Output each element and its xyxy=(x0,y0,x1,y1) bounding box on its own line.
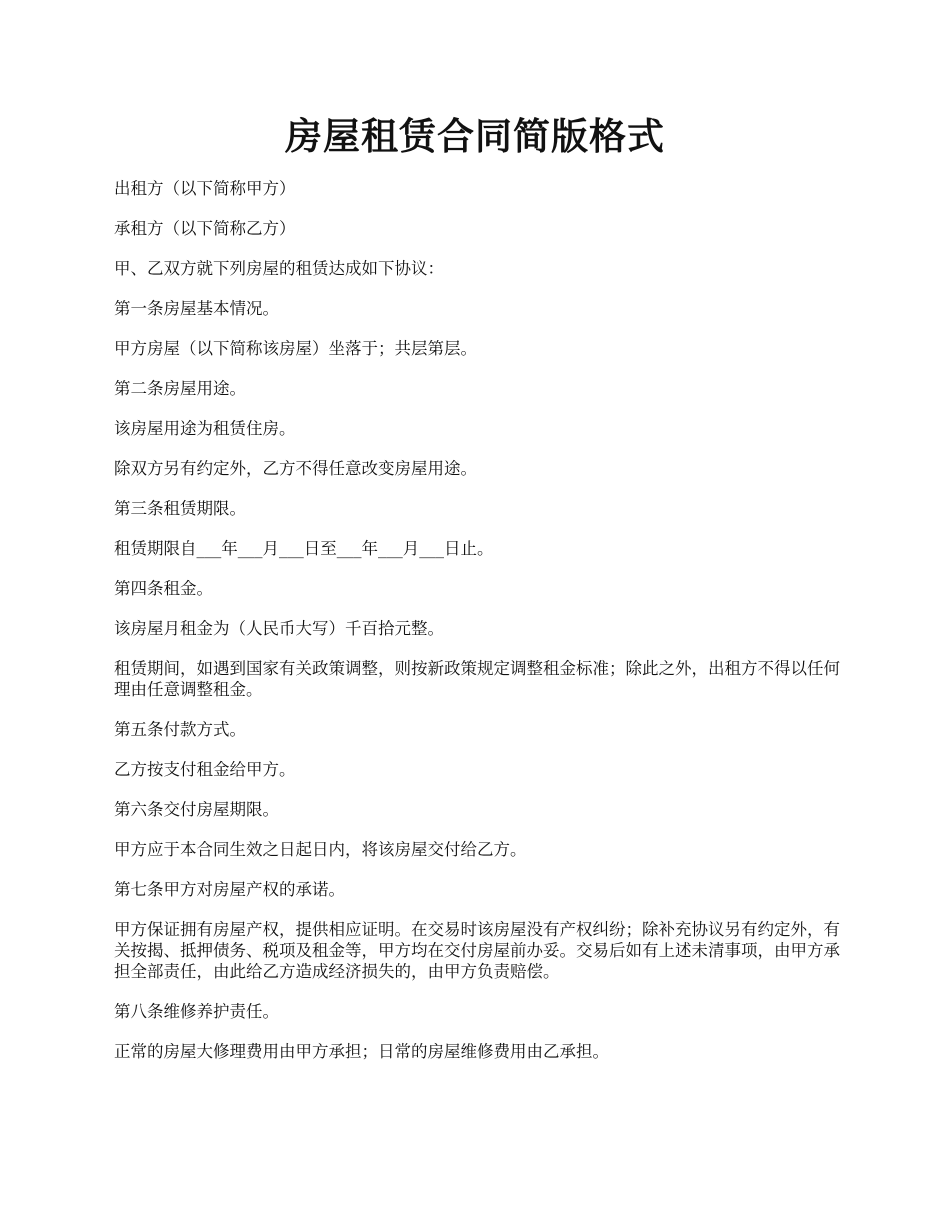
article-7-heading: 第七条甲方对房屋产权的承诺。 xyxy=(114,880,345,899)
article-2-text-2: 除双方另有约定外，乙方不得任意改变房屋用途。 xyxy=(114,459,477,478)
article-8-text: 正常的房屋大修理费用由甲方承担；日常的房屋维修费用由乙承担。 xyxy=(114,1042,609,1061)
article-3-text: 租赁期限自___年___月___日至___年___月___日止。 xyxy=(114,539,494,558)
article-6-text: 甲方应于本合同生效之日起日内，将该房屋交付给乙方。 xyxy=(114,840,527,859)
document-body xyxy=(114,178,842,1081)
article-2-heading: 第二条房屋用途。 xyxy=(114,379,246,398)
article-4-text: 该房屋月租金为（人民币大写）千百拾元整。 xyxy=(114,619,444,638)
party-b-line: 承租方（以下简称乙方） xyxy=(114,219,296,238)
document-title: 房屋租赁合同简版格式 xyxy=(285,115,665,158)
article-2-text: 该房屋用途为租赁住房。 xyxy=(114,419,296,438)
article-5-heading: 第五条付款方式。 xyxy=(114,720,246,739)
article-1-heading: 第一条房屋基本情况。 xyxy=(114,299,279,318)
article-4-heading: 第四条租金。 xyxy=(114,579,213,598)
article-3-heading: 第三条租赁期限。 xyxy=(114,499,246,518)
article-1-text: 甲方房屋（以下简称该房屋）坐落于；共层第层。 xyxy=(114,339,477,358)
article-4-text-2: 租赁期间，如遇到国家有关政策调整，则按新政策规定调整租金标准；除此之外，出租方不得以任何理由任意调整租金。 xyxy=(114,659,840,699)
article-6-heading: 第六条交付房屋期限。 xyxy=(114,800,279,819)
article-5-text: 乙方按支付租金给甲方。 xyxy=(114,760,296,779)
party-a-line: 出租方（以下简称甲方） xyxy=(114,179,296,198)
article-7-text: 甲方保证拥有房屋产权，提供相应证明。在交易时该房屋没有产权纠纷；除补充协议另有约定外，有关按揭、抵押债务、税项及租金等，甲方均在交付房屋前办妥。交易后如有上述未清事项，由甲方承担全部责任，由此给乙方造成经济损失的，由甲方负责赔偿。 xyxy=(114,920,840,981)
article-8-heading: 第八条维修养护责任。 xyxy=(114,1002,279,1021)
agreement-intro: 甲、乙双方就下列房屋的租赁达成如下协议： xyxy=(114,259,444,278)
